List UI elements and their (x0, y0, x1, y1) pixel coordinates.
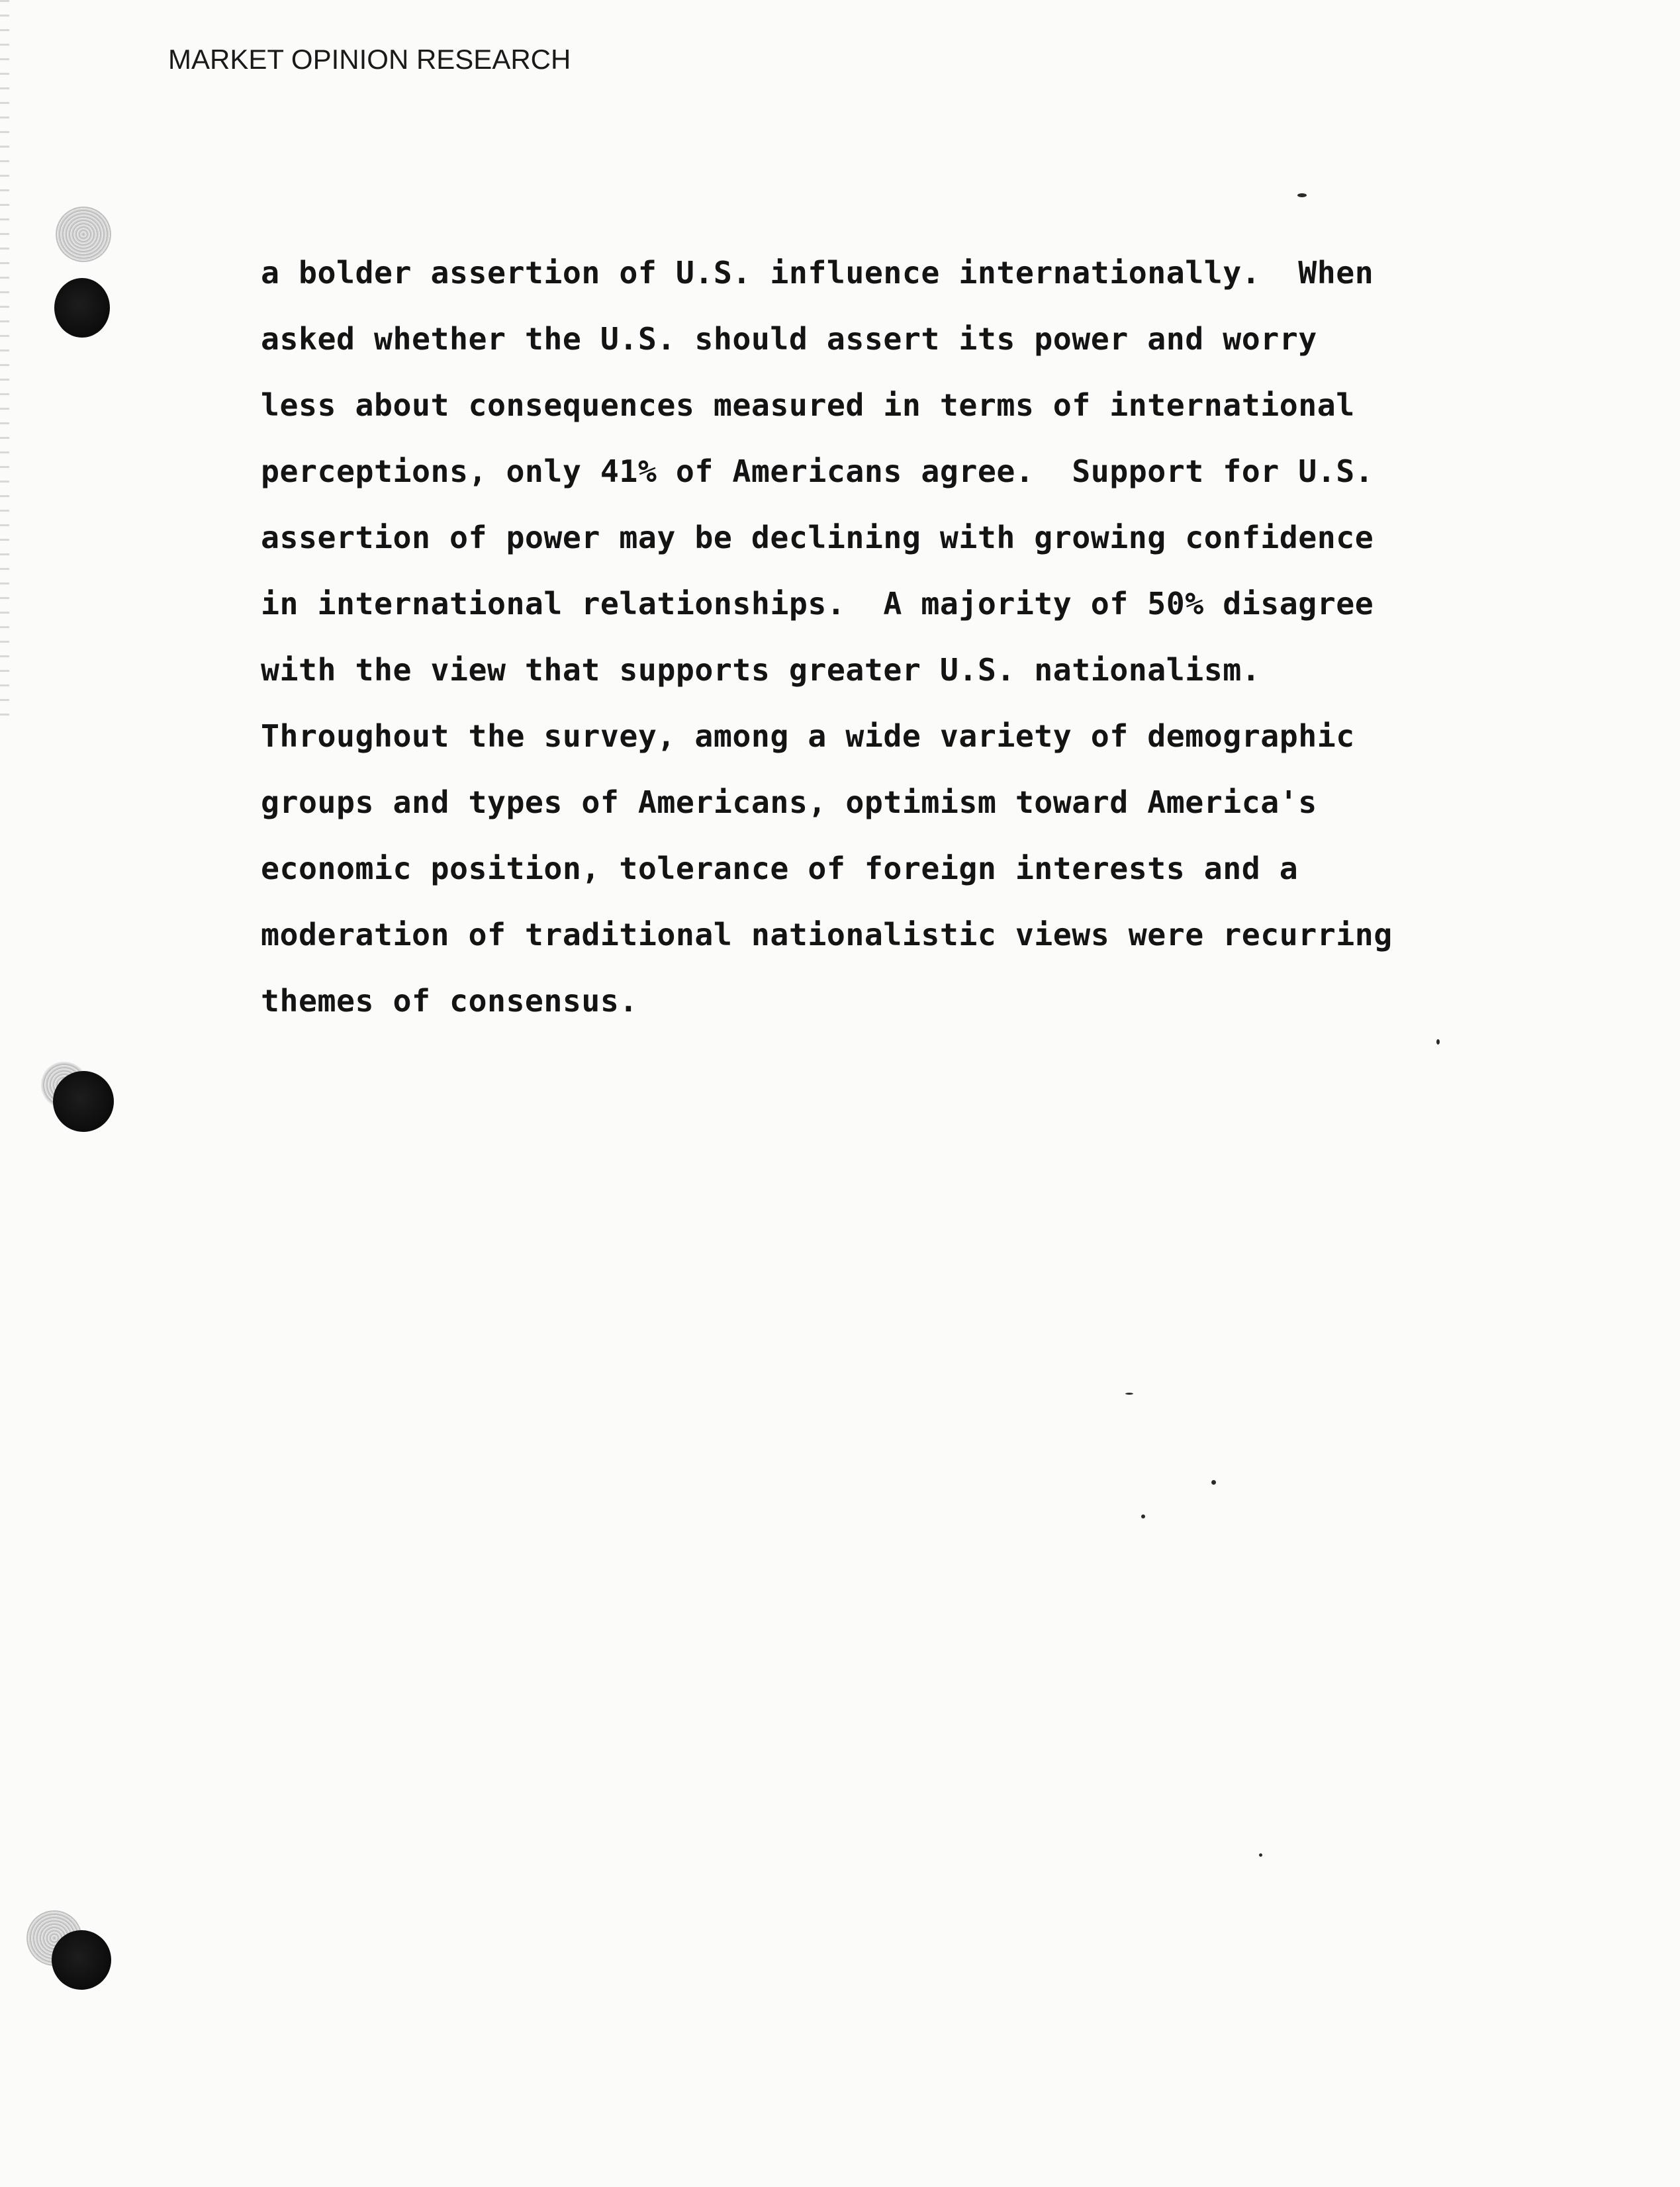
binder-hole-bottom (52, 1930, 111, 1990)
scan-edge-artifact (0, 0, 9, 728)
paragraph-line: less about consequences measured in terms of international (261, 387, 1355, 423)
paragraph-line: perceptions, only 41% of Americans agree. Support for U.S. (261, 453, 1374, 489)
scan-speck (1436, 1039, 1440, 1045)
paragraph-line: in international relationships. A majority of 50% disagree (261, 586, 1374, 622)
paragraph-line: groups and types of Americans, optimism toward America's (261, 784, 1317, 820)
binder-hole-faint-top (56, 207, 111, 262)
paragraph-line: with the view that supports greater U.S. nationalism. (261, 652, 1261, 688)
scan-speck (1297, 193, 1307, 197)
body-paragraph (261, 240, 1505, 1034)
binder-hole-middle (53, 1071, 114, 1132)
scan-speck (1259, 1853, 1262, 1857)
binder-hole-top (54, 278, 110, 338)
paragraph-line: economic position, tolerance of foreign interests and a (261, 851, 1299, 886)
letterhead: MARKET OPINION RESEARCH (168, 44, 571, 75)
paragraph-line: Throughout the survey, among a wide variety of demographic (261, 718, 1355, 754)
paragraph-line: moderation of traditional nationalistic views were recurring (261, 917, 1393, 953)
paragraph-line: themes of consensus. (261, 983, 638, 1019)
paragraph-line: asked whether the U.S. should assert its power and worry (261, 321, 1317, 357)
scan-speck (1211, 1480, 1216, 1485)
scan-speck (1125, 1393, 1133, 1395)
paragraph-line: a bolder assertion of U.S. influence internationally. When (261, 255, 1374, 291)
scan-speck (1141, 1514, 1145, 1518)
paragraph-line: assertion of power may be declining with growing confidence (261, 520, 1374, 555)
